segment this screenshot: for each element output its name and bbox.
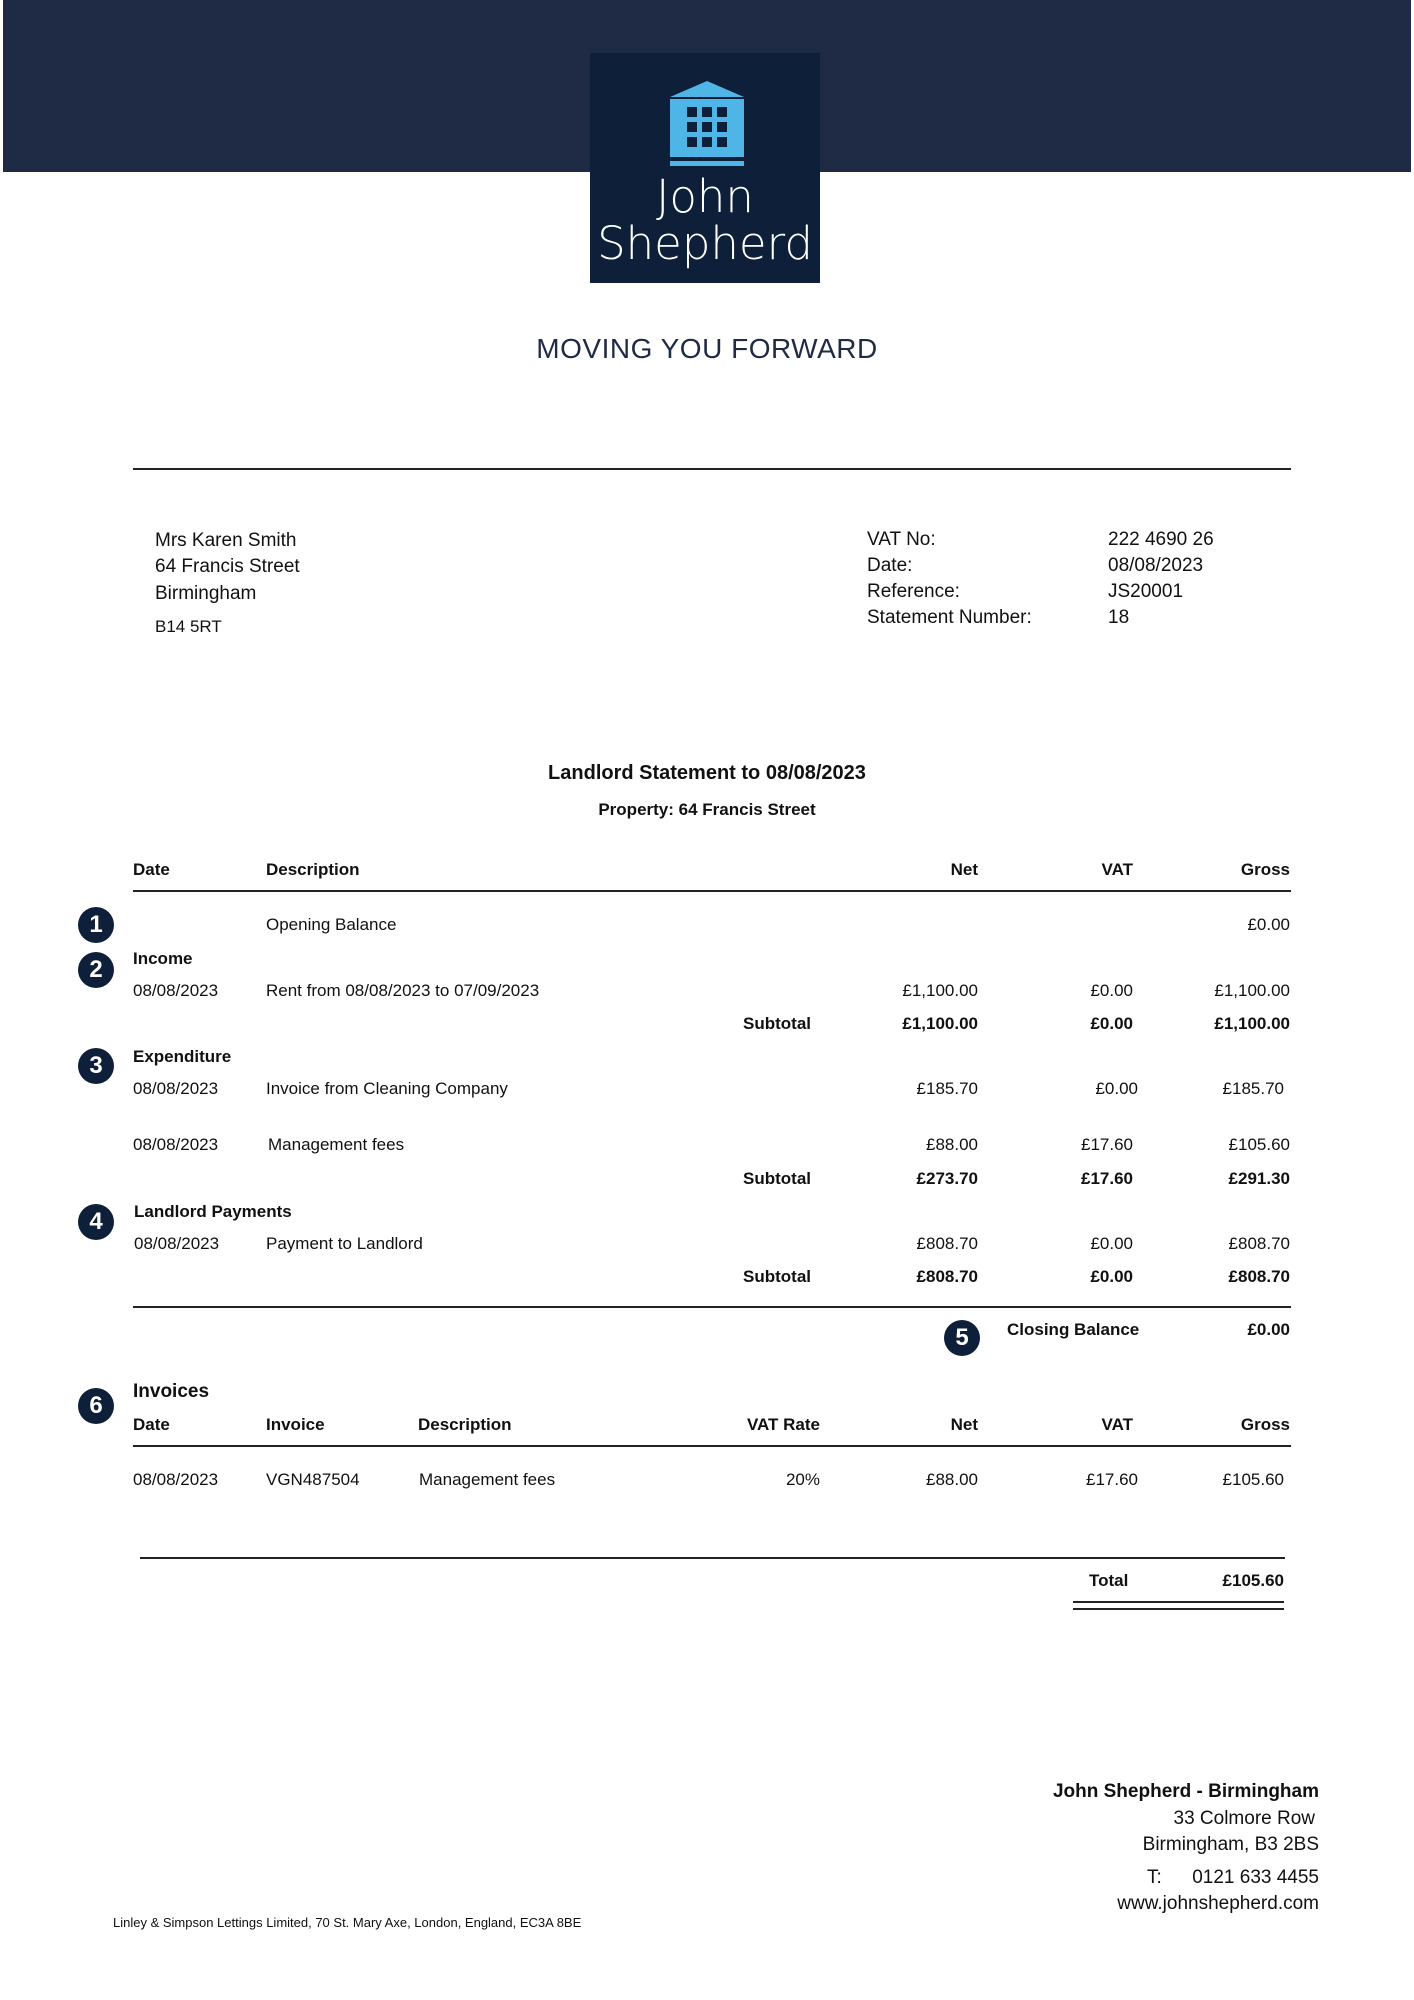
- expenditure-row-2-description: Management fees: [268, 1135, 405, 1154]
- closing-balance-value: £0.00: [1247, 1320, 1290, 1339]
- payments-heading: Landlord Payments: [134, 1202, 292, 1221]
- legal-footer: Linley & Simpson Lettings Limited, 70 St. Mary Axe, London, England, EC3A 8BE: [113, 1915, 582, 1930]
- income-subtotal-gross: £1,100.00: [1214, 1014, 1290, 1033]
- income-row-date: 08/08/2023: [133, 981, 219, 1000]
- income-row-net: £1,100.00: [902, 981, 978, 1000]
- income-heading: Income: [133, 949, 193, 968]
- opening-balance-gross: £0.00: [1247, 915, 1290, 934]
- inv-col-invoice: Invoice: [266, 1415, 325, 1434]
- expenditure-row-1-gross: £185.70: [1222, 1079, 1284, 1098]
- expenditure-row-1-date: 08/08/2023: [133, 1079, 219, 1098]
- statement-title: Landlord Statement to 08/08/2023: [548, 762, 866, 784]
- inv-col-vat: VAT: [1101, 1415, 1133, 1434]
- income-subtotal-label: Subtotal: [743, 1014, 811, 1033]
- payments-row-gross: £808.70: [1228, 1234, 1290, 1253]
- inv-col-gross: Gross: [1240, 1415, 1290, 1434]
- recipient-postcode: B14 5RT: [155, 617, 222, 636]
- payments-row-net: £808.70: [916, 1234, 978, 1253]
- statement-property: Property: 64 Francis Street: [598, 800, 816, 819]
- recipient-name: Mrs Karen Smith: [155, 530, 297, 551]
- logo-line-2: Shepherd: [597, 217, 813, 270]
- invoices-heading: Invoices: [133, 1381, 210, 1402]
- opening-balance-label: Opening Balance: [266, 915, 397, 934]
- invoices-total-value: £105.60: [1222, 1571, 1284, 1590]
- office-phone: 0121 633 4455: [1192, 1867, 1319, 1888]
- office-name: John Shepherd - Birmingham: [1052, 1781, 1319, 1802]
- marker-badge-4: 4: [78, 1204, 114, 1240]
- expenditure-subtotal-vat: £17.60: [1081, 1169, 1133, 1188]
- payments-row-date: 08/08/2023: [134, 1234, 220, 1253]
- recipient-street: 64 Francis Street: [155, 556, 300, 577]
- inv-col-net: Net: [950, 1415, 978, 1434]
- meta-label-date: Date:: [867, 555, 913, 576]
- inv-col-vat-rate: VAT Rate: [746, 1415, 820, 1434]
- meta-value-statement-number: 18: [1108, 607, 1130, 628]
- office-street: 33 Colmore Row: [1173, 1808, 1315, 1829]
- marker-badge-5: 5: [944, 1320, 980, 1356]
- inv-row-net: £88.00: [926, 1470, 978, 1489]
- logo-line-1: John: [656, 170, 754, 223]
- inv-row-invoice: VGN487504: [266, 1470, 360, 1489]
- recipient-city: Birmingham: [155, 583, 257, 604]
- expenditure-row-2-net: £88.00: [926, 1135, 978, 1154]
- income-row-gross: £1,100.00: [1214, 981, 1290, 1000]
- tagline: MOVING YOU FORWARD: [536, 333, 878, 364]
- inv-row-date: 08/08/2023: [133, 1470, 219, 1489]
- marker-badge-6: 6: [78, 1388, 114, 1424]
- expenditure-row-1-vat: £0.00: [1095, 1079, 1138, 1098]
- payments-subtotal-label: Subtotal: [743, 1267, 811, 1286]
- office-phone-label: T:: [1147, 1867, 1162, 1888]
- meta-label-reference: Reference:: [867, 581, 960, 602]
- inv-row-vat: £17.60: [1086, 1470, 1138, 1489]
- header-divider: [133, 468, 1291, 470]
- invoices-total-double-rule: [1073, 1601, 1284, 1610]
- marker-badge-3: 3: [78, 1048, 114, 1084]
- meta-label-statement-number: Statement Number:: [867, 607, 1032, 628]
- payments-subtotal-net: £808.70: [916, 1267, 978, 1286]
- expenditure-subtotal-gross: £291.30: [1228, 1169, 1290, 1188]
- meta-value-date: 08/08/2023: [1108, 555, 1204, 576]
- payments-row-description: Payment to Landlord: [266, 1234, 423, 1253]
- col-header-gross: Gross: [1240, 860, 1290, 879]
- inv-row-gross: £105.60: [1222, 1470, 1284, 1489]
- expenditure-row-2-vat: £17.60: [1081, 1135, 1133, 1154]
- income-row-vat: £0.00: [1090, 981, 1133, 1000]
- income-row-description: Rent from 08/08/2023 to 07/09/2023: [266, 981, 540, 1000]
- col-header-date: Date: [133, 860, 170, 879]
- expenditure-row-2-date: 08/08/2023: [133, 1135, 219, 1154]
- inv-row-vat-rate: 20%: [785, 1470, 820, 1489]
- marker-badge-2: 2: [78, 952, 114, 988]
- inv-col-date: Date: [133, 1415, 170, 1434]
- invoices-total-rule: [140, 1557, 1285, 1559]
- col-header-vat: VAT: [1101, 860, 1133, 879]
- meta-value-vat: 222 4690 26: [1108, 529, 1214, 550]
- expenditure-row-1-net: £185.70: [916, 1079, 978, 1098]
- statement-footer-rule: [133, 1306, 1291, 1308]
- col-header-net: Net: [950, 860, 978, 879]
- statement-header-rule: [133, 890, 1291, 892]
- company-logo: [590, 53, 820, 283]
- payments-row-vat: £0.00: [1090, 1234, 1133, 1253]
- office-city: Birmingham, B3 2BS: [1142, 1834, 1319, 1855]
- expenditure-heading: Expenditure: [133, 1047, 232, 1066]
- marker-badge-1: 1: [78, 907, 114, 943]
- payments-subtotal-vat: £0.00: [1090, 1267, 1133, 1286]
- office-website[interactable]: www.johnshepherd.com: [1117, 1893, 1319, 1914]
- expenditure-subtotal-net: £273.70: [916, 1169, 978, 1188]
- payments-subtotal-gross: £808.70: [1228, 1267, 1290, 1286]
- invoices-header-rule: [133, 1445, 1291, 1447]
- income-subtotal-vat: £0.00: [1090, 1014, 1133, 1033]
- closing-balance-label: Closing Balance: [1007, 1320, 1140, 1339]
- meta-label-vat: VAT No:: [867, 529, 936, 550]
- income-subtotal-net: £1,100.00: [902, 1014, 978, 1033]
- inv-col-description: Description: [418, 1415, 512, 1434]
- col-header-description: Description: [266, 860, 360, 879]
- expenditure-row-2-gross: £105.60: [1228, 1135, 1290, 1154]
- invoices-total-label: Total: [1089, 1571, 1129, 1590]
- expenditure-row-1-description: Invoice from Cleaning Company: [266, 1079, 508, 1098]
- meta-value-reference: JS20001: [1108, 581, 1184, 602]
- building-icon: [670, 81, 744, 167]
- expenditure-subtotal-label: Subtotal: [743, 1169, 811, 1188]
- inv-row-description: Management fees: [419, 1470, 556, 1489]
